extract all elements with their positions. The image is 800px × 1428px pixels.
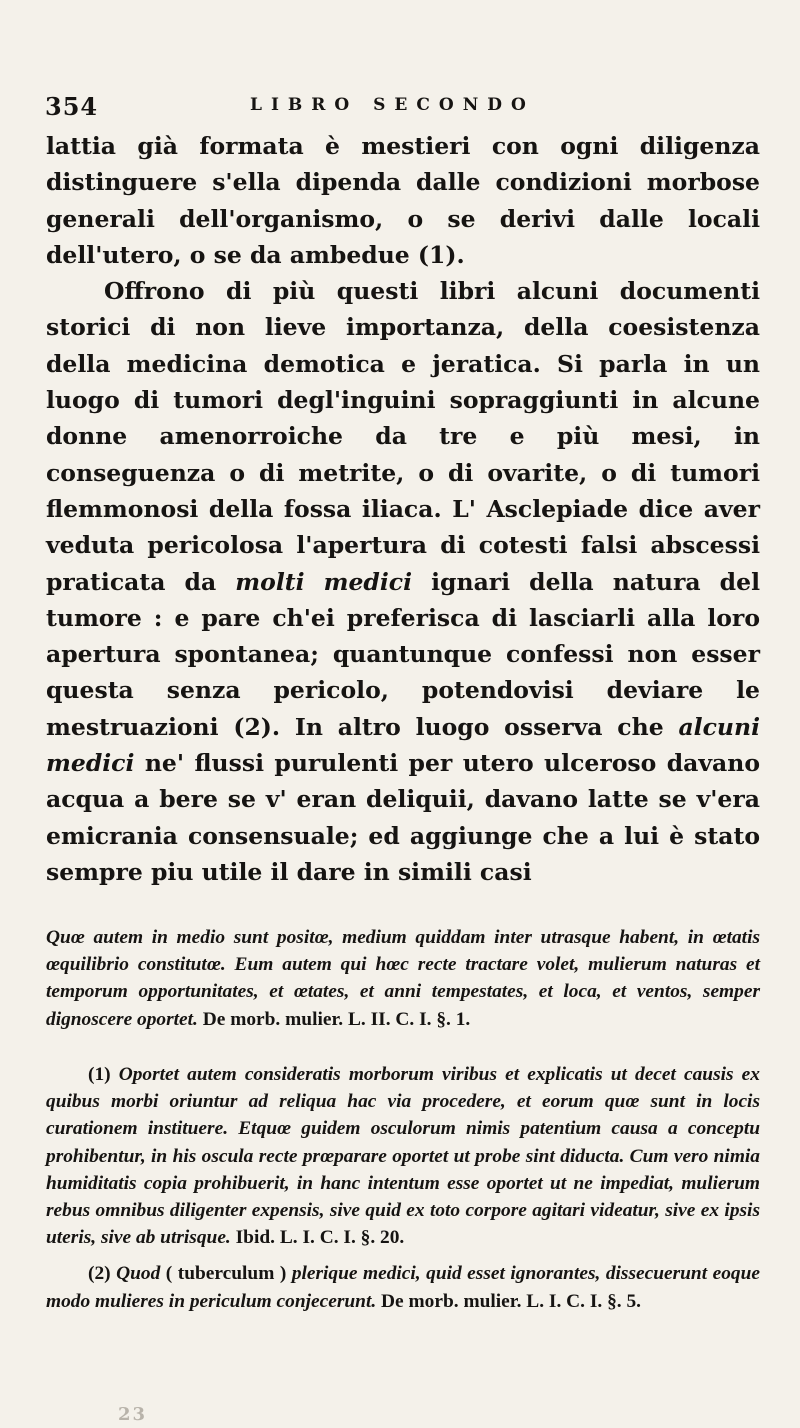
- paragraph-text: ne' flussi purulenti per utero ulceroso davano acqua a bere se v' eran deliquii, davano latte se v'era emicrania consensuale; ed aggiunge che a lui è stato sempre piu utile il dare in simili casi: [46, 749, 760, 886]
- latin-quotation: [46, 924, 760, 1033]
- running-head: LIBRO SECONDO: [250, 95, 535, 115]
- footnote-2: [46, 1260, 760, 1314]
- main-text: [46, 128, 760, 890]
- quotation-text: Quœ autem in medio sunt positœ, medium quiddam inter utrasque habent, in œtatis œquilibrio constitutœ. Eum autem qui hœc recte tractare volet, mulierum naturas et temporum opportunitates, et œtates, et anni tempestates, et loca, et ventos, semper dignoscere oportet.: [46, 927, 760, 1030]
- paragraph: [46, 273, 760, 890]
- footnotes: [46, 1061, 760, 1315]
- page-number: 354: [45, 92, 99, 121]
- footnote-1: [46, 1061, 760, 1251]
- footnote-reference: Ibid. L. I. C. I. §. 20.: [230, 1227, 405, 1249]
- paragraph-text: ignari della natura del tumore : e pare ch'ei preferisca di lasciarli alla loro apertura spontanea; quantunque confessi non esser questa senza pericolo, potendovisi deviare le mestruazioni (2). In altro luogo osserva che: [46, 567, 760, 741]
- footnote-text: plerique medici, quid esset ignorantes, dissecuerunt eoque modo mulieres in periculum conjecerunt.: [46, 1263, 760, 1312]
- footnote-marker: (1): [88, 1064, 111, 1085]
- footnote-text: Quod: [116, 1263, 161, 1285]
- emphasis-text: alcuni medici: [46, 712, 760, 778]
- footnote-reference: De morb. mulier. L. I. C. I. §. 5.: [376, 1290, 642, 1312]
- footnote-marker: (2): [88, 1263, 111, 1285]
- paragraph-continuation: lattia già formata è mestieri con ogni diligenza distinguere s'ella dipenda dalle condizioni morbose generali dell'organismo, o se derivi dalle locali dell'utero, o se da ambedue (1).: [46, 132, 760, 269]
- footnote-text: Oportet autem consideratis morborum viribus et explicatis ut decet causis ex quibus morbi oriuntur ad reliqua hac via procedere, et eorum quœ sunt in locis curationem instituere. Etquœ guidem osculorum nimis patentium causa a conceptu prohibentur, in his oscula recte prœparare oportet ut probe sint diducta. Cum vero nimia humiditatis copia prohibuerit, in hanc intentum esse oportet ut ne impediat, mulierum rebus omnibus diligenter expensis, sive quid ex toto corpore agitari videatur, sive ex ipsis uteris, sive ab utrisque.: [46, 1064, 760, 1249]
- footnote-text: ( tuberculum ): [160, 1263, 292, 1285]
- citation-reference: De morb. mulier. L. II. C. I. §. 1.: [197, 1008, 471, 1030]
- printer-signature-mark: 23: [118, 1404, 148, 1425]
- paragraph-text: Offrono di più questi libri alcuni documenti storici di non lieve importanza, della coesistenza della medicina demotica e jeratica. Si parla in un luogo di tumori degl'inguini sopraggiunti in alcune donne amenorroiche da tre e più mesi, in conseguenza o di metrite, o di ovarite, o di tumori flemmonosi della fossa iliaca. L' Asclepiade dice aver veduta pericolosa l'apertura di cotesti falsi abscessi praticata da: [46, 277, 760, 596]
- emphasis-text: molti medici: [235, 567, 413, 596]
